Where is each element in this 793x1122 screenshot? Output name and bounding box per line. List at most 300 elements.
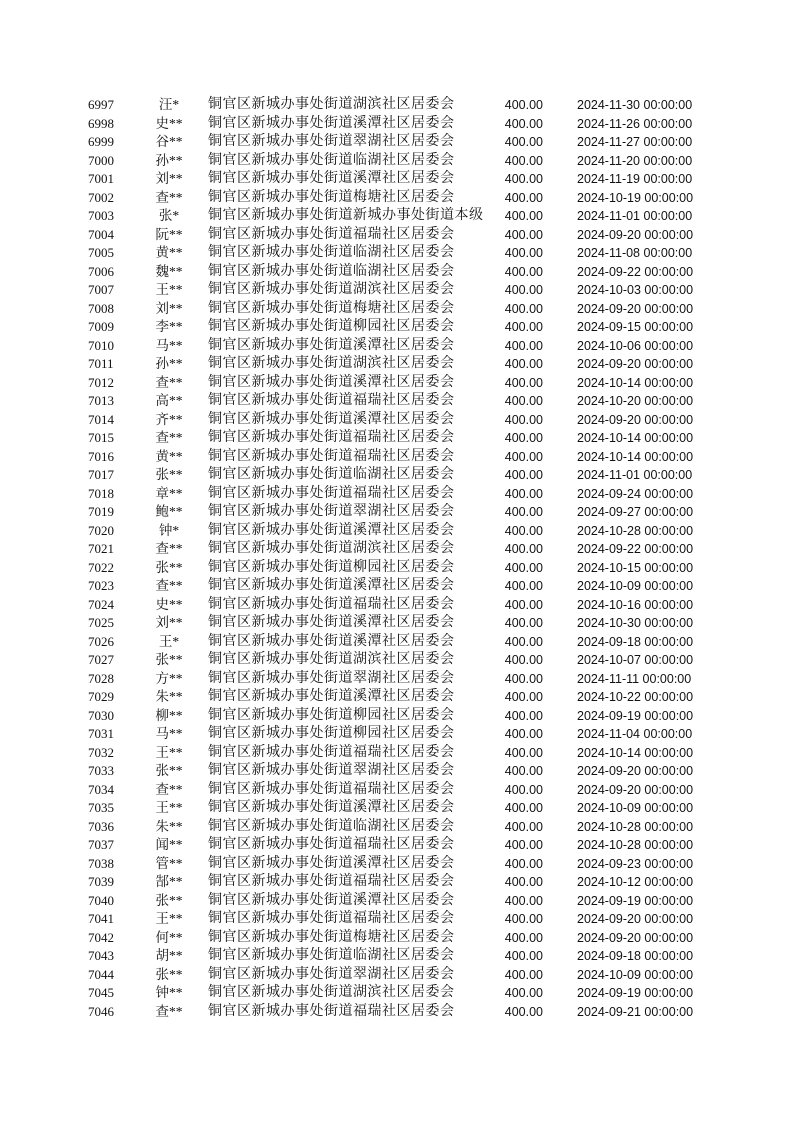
masked-person-name: 张** — [155, 966, 183, 982]
amount-value: 400.00 — [504, 893, 543, 908]
table-row — [0, 337, 793, 356]
table-row — [0, 170, 793, 189]
row-sequence-number: 6998 — [88, 115, 114, 131]
payment-datetime: 2024-11-20 00:00:00 — [577, 153, 693, 168]
organization-name: 铜官区新城办事处街道溪潭社区居委会 — [208, 374, 455, 390]
row-sequence-number: 7014 — [88, 411, 114, 427]
amount-value: 400.00 — [504, 375, 543, 390]
table-row — [0, 503, 793, 522]
amount-value: 400.00 — [504, 764, 543, 778]
row-sequence-number: 7031 — [88, 726, 114, 741]
payment-datetime: 2024-09-19 00:00:00 — [577, 893, 694, 908]
table-row — [0, 522, 793, 541]
organization-name: 铜官区新城办事处街道溪潭社区居委会 — [208, 337, 455, 353]
organization-name: 铜官区新城办事处街道溪潭社区居委会 — [208, 522, 455, 538]
row-sequence-number: 7027 — [88, 652, 114, 667]
payment-datetime: 2024-10-06 00:00:00 — [577, 338, 694, 353]
organization-name: 铜官区新城办事处街道临湖社区居委会 — [208, 467, 455, 482]
organization-name: 铜官区新城办事处街道福瑞社区居委会 — [208, 837, 455, 852]
organization-name: 铜官区新城办事处街道溪潭社区居委会 — [208, 855, 455, 871]
amount-value: 400.00 — [504, 856, 543, 871]
organization-name: 铜官区新城办事处街道福瑞社区居委会 — [208, 430, 455, 445]
masked-person-name: 柳** — [155, 707, 183, 723]
table-row — [0, 152, 793, 171]
organization-name: 铜官区新城办事处街道福瑞社区居委会 — [208, 226, 455, 242]
payment-datetime: 2024-09-20 00:00:00 — [577, 764, 694, 778]
amount-value: 400.00 — [504, 394, 543, 408]
table-row — [0, 762, 793, 781]
row-sequence-number: 7039 — [88, 874, 114, 889]
amount-value: 400.00 — [504, 523, 543, 538]
masked-person-name: 查** — [155, 1003, 183, 1019]
table-row — [0, 984, 793, 1003]
payment-datetime: 2024-11-08 00:00:00 — [577, 246, 693, 260]
table-row — [0, 836, 793, 855]
payment-datetime: 2024-09-24 00:00:00 — [577, 486, 694, 501]
table-row — [0, 633, 793, 652]
payment-datetime: 2024-09-20 00:00:00 — [577, 412, 694, 427]
row-sequence-number: 7002 — [88, 189, 114, 205]
masked-person-name: 胡** — [155, 948, 183, 963]
amount-value: 400.00 — [504, 671, 543, 686]
organization-name: 铜官区新城办事处街道柳园社区居委会 — [208, 707, 455, 723]
table-row — [0, 799, 793, 818]
row-sequence-number: 7044 — [88, 966, 114, 982]
table-row — [0, 929, 793, 948]
masked-person-name: 马** — [155, 337, 183, 353]
masked-person-name: 方** — [155, 670, 183, 686]
organization-name: 铜官区新城办事处街道梅塘社区居委会 — [208, 929, 455, 945]
organization-name: 铜官区新城办事处街道湖滨社区居委会 — [208, 985, 455, 1000]
payment-datetime: 2024-10-28 00:00:00 — [577, 523, 694, 538]
organization-name: 铜官区新城办事处街道临湖社区居委会 — [208, 948, 455, 963]
payment-datetime: 2024-10-15 00:00:00 — [577, 560, 694, 575]
organization-name: 铜官区新城办事处街道临湖社区居委会 — [208, 818, 455, 834]
amount-value: 400.00 — [504, 801, 543, 815]
table-row — [0, 577, 793, 596]
payment-datetime: 2024-10-19 00:00:00 — [577, 190, 694, 205]
amount-value: 400.00 — [504, 486, 543, 501]
row-sequence-number: 7022 — [88, 559, 114, 575]
amount-value: 400.00 — [504, 838, 543, 852]
table-row — [0, 818, 793, 837]
row-sequence-number: 7046 — [88, 1003, 114, 1019]
payment-datetime: 2024-09-22 00:00:00 — [577, 264, 694, 279]
organization-name: 铜官区新城办事处街道翠湖社区居委会 — [208, 134, 455, 149]
amount-value: 400.00 — [504, 875, 543, 889]
row-sequence-number: 7020 — [88, 522, 114, 538]
table-row — [0, 1003, 793, 1022]
amount-value: 400.00 — [504, 190, 543, 205]
row-sequence-number: 7019 — [88, 504, 114, 519]
masked-person-name: 张** — [155, 763, 183, 778]
table-row — [0, 651, 793, 670]
masked-person-name: 钟* — [158, 522, 180, 538]
masked-person-name: 张** — [155, 892, 183, 908]
organization-name: 铜官区新城办事处街道翠湖社区居委会 — [208, 504, 455, 519]
amount-value: 400.00 — [504, 616, 543, 630]
masked-person-name: 张** — [155, 467, 183, 482]
row-sequence-number: 6999 — [88, 134, 114, 149]
masked-person-name: 马** — [155, 726, 183, 741]
row-sequence-number: 7015 — [88, 430, 114, 445]
masked-person-name: 张** — [155, 652, 183, 667]
table-row — [0, 688, 793, 707]
row-sequence-number: 7004 — [88, 226, 114, 242]
masked-person-name: 阮** — [155, 226, 183, 242]
table-row — [0, 133, 793, 152]
row-sequence-number: 7032 — [88, 744, 114, 760]
row-sequence-number: 7041 — [88, 911, 114, 926]
payment-datetime: 2024-09-19 00:00:00 — [577, 986, 694, 1000]
payment-datetime: 2024-11-30 00:00:00 — [577, 98, 693, 112]
amount-value: 400.00 — [504, 246, 543, 260]
amount-value: 400.00 — [504, 209, 543, 223]
masked-person-name: 王* — [158, 633, 180, 649]
masked-person-name: 李** — [155, 319, 183, 334]
masked-person-name: 闻** — [155, 837, 183, 852]
amount-value: 400.00 — [504, 986, 543, 1000]
organization-name: 铜官区新城办事处街道福瑞社区居委会 — [208, 744, 455, 760]
amount-value: 400.00 — [504, 153, 543, 168]
table-row — [0, 540, 793, 559]
payment-datetime: 2024-09-20 00:00:00 — [577, 301, 694, 316]
masked-person-name: 鲍** — [155, 504, 183, 519]
table-row — [0, 96, 793, 115]
payment-datetime: 2024-10-14 00:00:00 — [577, 375, 694, 390]
masked-person-name: 管** — [155, 855, 183, 871]
amount-value: 400.00 — [504, 338, 543, 353]
masked-person-name: 查** — [155, 781, 183, 797]
table-row — [0, 614, 793, 633]
organization-name: 铜官区新城办事处街道柳园社区居委会 — [208, 726, 455, 741]
masked-person-name: 魏** — [155, 263, 183, 279]
row-sequence-number: 7007 — [88, 282, 114, 297]
table-row — [0, 244, 793, 263]
organization-name: 铜官区新城办事处街道溪潭社区居委会 — [208, 115, 455, 131]
row-sequence-number: 7012 — [88, 374, 114, 390]
amount-value: 400.00 — [504, 283, 543, 297]
row-sequence-number: 7040 — [88, 892, 114, 908]
payment-datetime: 2024-09-19 00:00:00 — [577, 708, 694, 723]
organization-name: 铜官区新城办事处街道溪潭社区居委会 — [208, 615, 455, 630]
masked-person-name: 朱** — [155, 818, 183, 834]
amount-value: 400.00 — [504, 782, 543, 797]
payment-datetime: 2024-09-20 00:00:00 — [577, 782, 694, 797]
payment-datetime: 2024-09-15 00:00:00 — [577, 320, 694, 334]
masked-person-name: 查** — [155, 374, 183, 390]
amount-value: 400.00 — [504, 357, 543, 371]
table-row — [0, 855, 793, 874]
amount-value: 400.00 — [504, 449, 543, 464]
amount-value: 400.00 — [504, 949, 543, 963]
payment-datetime: 2024-10-22 00:00:00 — [577, 690, 694, 704]
organization-name: 铜官区新城办事处街道溪潭社区居委会 — [208, 171, 455, 186]
table-row — [0, 392, 793, 411]
amount-value: 400.00 — [504, 690, 543, 704]
masked-person-name: 王** — [155, 800, 183, 815]
payment-datetime: 2024-09-23 00:00:00 — [577, 856, 694, 871]
masked-person-name: 刘** — [155, 300, 183, 316]
amount-value: 400.00 — [504, 560, 543, 575]
table-row — [0, 485, 793, 504]
organization-name: 铜官区新城办事处街道福瑞社区居委会 — [208, 781, 455, 797]
amount-value: 400.00 — [504, 967, 543, 982]
organization-name: 铜官区新城办事处街道湖滨社区居委会 — [208, 97, 455, 112]
masked-person-name: 黄** — [155, 245, 183, 260]
table-row — [0, 596, 793, 615]
payment-datetime: 2024-10-30 00:00:00 — [577, 616, 694, 630]
amount-value: 400.00 — [504, 135, 543, 149]
payment-datetime: 2024-10-07 00:00:00 — [577, 653, 694, 667]
row-sequence-number: 7033 — [88, 763, 114, 778]
amount-value: 400.00 — [504, 412, 543, 427]
masked-person-name: 查** — [155, 430, 183, 445]
row-sequence-number: 7009 — [88, 319, 114, 334]
payment-datetime: 2024-11-01 00:00:00 — [577, 468, 693, 482]
payment-datetime: 2024-09-27 00:00:00 — [577, 505, 694, 519]
table-row — [0, 670, 793, 689]
masked-person-name: 孙** — [155, 356, 183, 371]
row-sequence-number: 7030 — [88, 707, 114, 723]
row-sequence-number: 7038 — [88, 855, 114, 871]
amount-value: 400.00 — [504, 505, 543, 519]
masked-person-name: 史** — [155, 596, 183, 612]
payment-datetime: 2024-10-09 00:00:00 — [577, 579, 694, 593]
masked-person-name: 汪* — [158, 97, 180, 112]
amount-value: 400.00 — [504, 116, 543, 131]
organization-name: 铜官区新城办事处街道梅塘社区居委会 — [208, 300, 455, 316]
masked-person-name: 史** — [155, 115, 183, 131]
payment-datetime: 2024-10-14 00:00:00 — [577, 449, 694, 464]
amount-value: 400.00 — [504, 597, 543, 612]
organization-name: 铜官区新城办事处街道临湖社区居委会 — [208, 245, 455, 260]
amount-value: 400.00 — [504, 579, 543, 593]
amount-value: 400.00 — [504, 708, 543, 723]
amount-value: 400.00 — [504, 727, 543, 741]
masked-person-name: 查** — [155, 578, 183, 593]
payment-datetime: 2024-11-27 00:00:00 — [577, 135, 693, 149]
row-sequence-number: 7016 — [88, 448, 114, 464]
payment-datetime: 2024-09-22 00:00:00 — [577, 542, 694, 556]
masked-person-name: 章** — [155, 485, 183, 501]
table-row — [0, 781, 793, 800]
masked-person-name: 王** — [155, 282, 183, 297]
organization-name: 铜官区新城办事处街道溪潭社区居委会 — [208, 892, 455, 908]
amount-value: 400.00 — [504, 431, 543, 445]
row-sequence-number: 7021 — [88, 541, 114, 556]
payment-datetime: 2024-10-14 00:00:00 — [577, 745, 694, 760]
masked-person-name: 钟** — [155, 985, 183, 1000]
table-row — [0, 429, 793, 448]
table-row — [0, 226, 793, 245]
organization-name: 铜官区新城办事处街道湖滨社区居委会 — [208, 541, 455, 556]
row-sequence-number: 7034 — [88, 781, 114, 797]
organization-name: 铜官区新城办事处街道福瑞社区居委会 — [208, 1003, 455, 1019]
table-row — [0, 207, 793, 226]
payment-records-table — [0, 96, 793, 1021]
table-row — [0, 966, 793, 985]
masked-person-name: 谷** — [155, 134, 183, 149]
amount-value: 400.00 — [504, 653, 543, 667]
amount-value: 400.00 — [504, 819, 543, 834]
payment-datetime: 2024-11-11 00:00:00 — [577, 671, 692, 686]
payment-datetime: 2024-10-28 00:00:00 — [577, 838, 694, 852]
amount-value: 400.00 — [504, 320, 543, 334]
payment-datetime: 2024-09-20 00:00:00 — [577, 912, 694, 926]
payment-datetime: 2024-10-03 00:00:00 — [577, 283, 694, 297]
payment-datetime: 2024-09-20 00:00:00 — [577, 357, 694, 371]
organization-name: 铜官区新城办事处街道临湖社区居委会 — [208, 263, 455, 279]
organization-name: 铜官区新城办事处街道溪潭社区居委会 — [208, 411, 455, 427]
table-row — [0, 374, 793, 393]
organization-name: 铜官区新城办事处街道新城办事处街道本级 — [208, 208, 484, 223]
payment-datetime: 2024-10-16 00:00:00 — [577, 597, 694, 612]
row-sequence-number: 7023 — [88, 578, 114, 593]
amount-value: 400.00 — [504, 542, 543, 556]
organization-name: 铜官区新城办事处街道梅塘社区居委会 — [208, 189, 455, 205]
payment-datetime: 2024-09-20 00:00:00 — [577, 227, 694, 242]
organization-name: 铜官区新城办事处街道福瑞社区居委会 — [208, 393, 455, 408]
row-sequence-number: 7008 — [88, 300, 114, 316]
masked-person-name: 郜** — [155, 874, 183, 889]
payment-datetime: 2024-10-20 00:00:00 — [577, 394, 694, 408]
payment-datetime: 2024-11-26 00:00:00 — [577, 116, 693, 131]
organization-name: 铜官区新城办事处街道柳园社区居委会 — [208, 559, 455, 575]
payment-datetime: 2024-10-09 00:00:00 — [577, 967, 694, 982]
masked-person-name: 张** — [155, 559, 183, 575]
amount-value: 400.00 — [504, 301, 543, 316]
table-row — [0, 892, 793, 911]
table-row — [0, 448, 793, 467]
table-row — [0, 281, 793, 300]
row-sequence-number: 7037 — [88, 837, 114, 852]
row-sequence-number: 7005 — [88, 245, 114, 260]
row-sequence-number: 7045 — [88, 985, 114, 1000]
organization-name: 铜官区新城办事处街道福瑞社区居委会 — [208, 874, 455, 889]
row-sequence-number: 7036 — [88, 818, 114, 834]
payment-datetime: 2024-09-20 00:00:00 — [577, 930, 694, 945]
row-sequence-number: 7011 — [88, 356, 114, 371]
row-sequence-number: 7029 — [88, 689, 114, 704]
table-row — [0, 873, 793, 892]
table-row — [0, 115, 793, 134]
organization-name: 铜官区新城办事处街道湖滨社区居委会 — [208, 356, 455, 371]
row-sequence-number: 6997 — [88, 97, 114, 112]
table-row — [0, 189, 793, 208]
organization-name: 铜官区新城办事处街道翠湖社区居委会 — [208, 966, 455, 982]
row-sequence-number: 7028 — [88, 670, 114, 686]
amount-value: 400.00 — [504, 912, 543, 926]
row-sequence-number: 7025 — [88, 615, 114, 630]
table-row — [0, 411, 793, 430]
row-sequence-number: 7006 — [88, 263, 114, 279]
table-row — [0, 355, 793, 374]
row-sequence-number: 7035 — [88, 800, 114, 815]
table-row — [0, 725, 793, 744]
organization-name: 铜官区新城办事处街道临湖社区居委会 — [208, 152, 455, 168]
amount-value: 400.00 — [504, 227, 543, 242]
masked-person-name: 何** — [155, 929, 183, 945]
row-sequence-number: 7018 — [88, 485, 114, 501]
table-row — [0, 263, 793, 282]
table-row — [0, 300, 793, 319]
row-sequence-number: 7043 — [88, 948, 114, 963]
organization-name: 铜官区新城办事处街道福瑞社区居委会 — [208, 596, 455, 612]
payment-datetime: 2024-10-12 00:00:00 — [577, 875, 694, 889]
row-sequence-number: 7026 — [88, 633, 114, 649]
row-sequence-number: 7024 — [88, 596, 114, 612]
payment-datetime: 2024-11-04 00:00:00 — [577, 727, 693, 741]
masked-person-name: 王** — [155, 744, 183, 760]
organization-name: 铜官区新城办事处街道溪潭社区居委会 — [208, 800, 455, 815]
masked-person-name: 查** — [155, 541, 183, 556]
organization-name: 铜官区新城办事处街道柳园社区居委会 — [208, 319, 455, 334]
row-sequence-number: 7010 — [88, 337, 114, 353]
amount-value: 400.00 — [504, 930, 543, 945]
table-row — [0, 466, 793, 485]
masked-person-name: 齐** — [155, 411, 183, 427]
masked-person-name: 张* — [158, 208, 180, 223]
payment-datetime: 2024-10-09 00:00:00 — [577, 801, 694, 815]
table-row — [0, 947, 793, 966]
payment-datetime: 2024-09-18 00:00:00 — [577, 634, 694, 649]
payment-datetime: 2024-10-28 00:00:00 — [577, 819, 694, 834]
masked-person-name: 高** — [155, 393, 183, 408]
organization-name: 铜官区新城办事处街道福瑞社区居委会 — [208, 485, 455, 501]
amount-value: 400.00 — [504, 264, 543, 279]
organization-name: 铜官区新城办事处街道溪潭社区居委会 — [208, 578, 455, 593]
row-sequence-number: 7000 — [88, 152, 114, 168]
organization-name: 铜官区新城办事处街道翠湖社区居委会 — [208, 670, 455, 686]
row-sequence-number: 7017 — [88, 467, 114, 482]
amount-value: 400.00 — [504, 745, 543, 760]
table-row — [0, 707, 793, 726]
table-row — [0, 744, 793, 763]
amount-value: 400.00 — [504, 172, 543, 186]
table-row — [0, 559, 793, 578]
organization-name: 铜官区新城办事处街道福瑞社区居委会 — [208, 448, 455, 464]
organization-name: 铜官区新城办事处街道湖滨社区居委会 — [208, 652, 455, 667]
amount-value: 400.00 — [504, 634, 543, 649]
organization-name: 铜官区新城办事处街道溪潭社区居委会 — [208, 633, 455, 649]
amount-value: 400.00 — [504, 1004, 543, 1019]
organization-name: 铜官区新城办事处街道福瑞社区居委会 — [208, 911, 455, 926]
amount-value: 400.00 — [504, 468, 543, 482]
masked-person-name: 刘** — [155, 615, 183, 630]
masked-person-name: 查** — [155, 189, 183, 205]
row-sequence-number: 7013 — [88, 393, 114, 408]
masked-person-name: 刘** — [155, 171, 183, 186]
masked-person-name: 黄** — [155, 448, 183, 464]
masked-person-name: 王** — [155, 911, 183, 926]
payment-datetime: 2024-11-01 00:00:00 — [577, 209, 693, 223]
organization-name: 铜官区新城办事处街道湖滨社区居委会 — [208, 282, 455, 297]
row-sequence-number: 7003 — [88, 208, 114, 223]
organization-name: 铜官区新城办事处街道翠湖社区居委会 — [208, 763, 455, 778]
amount-value: 400.00 — [504, 98, 543, 112]
payment-datetime: 2024-09-21 00:00:00 — [577, 1004, 694, 1019]
masked-person-name: 朱** — [155, 689, 183, 704]
payment-datetime: 2024-11-19 00:00:00 — [577, 172, 693, 186]
row-sequence-number: 7001 — [88, 171, 114, 186]
organization-name: 铜官区新城办事处街道溪潭社区居委会 — [208, 689, 455, 704]
row-sequence-number: 7042 — [88, 929, 114, 945]
masked-person-name: 孙** — [155, 152, 183, 168]
table-row — [0, 318, 793, 337]
payment-datetime: 2024-09-18 00:00:00 — [577, 949, 694, 963]
payment-datetime: 2024-10-14 00:00:00 — [577, 431, 694, 445]
